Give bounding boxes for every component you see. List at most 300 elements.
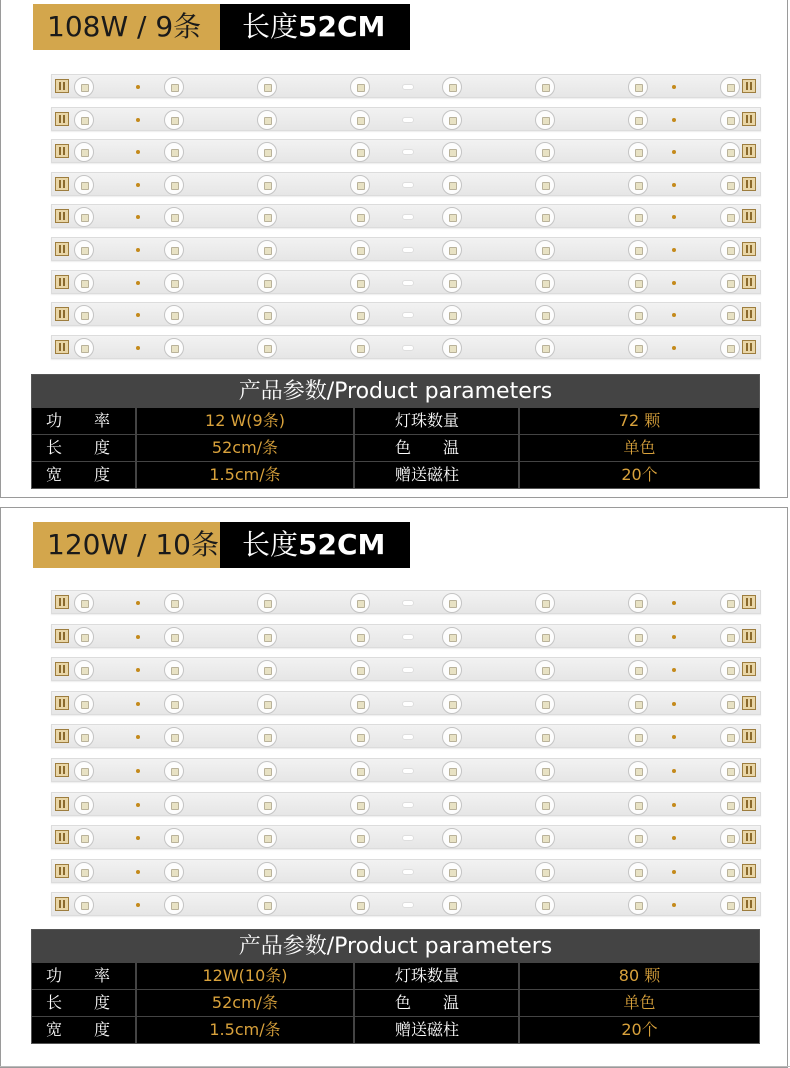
led-bead-icon: [74, 694, 94, 714]
connector-icon: [55, 629, 69, 643]
connector-icon: [55, 897, 69, 911]
led-bead-icon: [257, 627, 277, 647]
led-bead-icon: [164, 862, 184, 882]
led-bead-icon: [628, 338, 648, 358]
param-value: 20个: [520, 462, 759, 488]
led-bead-icon: [74, 240, 94, 260]
led-bead-icon: [74, 795, 94, 815]
param-label: 宽 度: [32, 1017, 137, 1043]
led-bead-icon: [628, 795, 648, 815]
led-bead-icon: [720, 338, 740, 358]
led-bead-icon: [628, 110, 648, 130]
connector-icon: [742, 79, 756, 93]
solder-dot-icon: [136, 215, 140, 219]
connector-icon: [55, 177, 69, 191]
led-bead-icon: [720, 862, 740, 882]
led-bead-icon: [257, 593, 277, 613]
led-bead-icon: [74, 142, 94, 162]
product-section-108w: [0, 0, 788, 498]
led-bead-icon: [628, 142, 648, 162]
led-bead-icon: [535, 727, 555, 747]
led-bead-icon: [350, 862, 370, 882]
connector-icon: [55, 763, 69, 777]
solder-dot-icon: [136, 903, 140, 907]
led-bead-icon: [535, 207, 555, 227]
param-label: 赠送磁柱: [355, 462, 520, 488]
led-bead-icon: [257, 727, 277, 747]
led-bead-icon: [350, 895, 370, 915]
led-bead-icon: [442, 593, 462, 613]
param-value: 12 W(9条): [137, 408, 355, 434]
led-bead-icon: [164, 175, 184, 195]
param-value: 52cm/条: [137, 990, 355, 1016]
led-bead-icon: [628, 660, 648, 680]
led-bead-icon: [257, 110, 277, 130]
param-value: 52cm/条: [137, 435, 355, 461]
solder-dot-icon: [672, 281, 676, 285]
led-bead-icon: [720, 795, 740, 815]
led-bead-icon: [720, 761, 740, 781]
param-value: 12W(10条): [137, 963, 355, 989]
led-bead-icon: [74, 593, 94, 613]
led-bead-icon: [164, 660, 184, 680]
led-bead-icon: [164, 77, 184, 97]
led-bead-icon: [74, 110, 94, 130]
led-bead-icon: [74, 305, 94, 325]
solder-dot-icon: [136, 150, 140, 154]
led-bead-icon: [350, 273, 370, 293]
solder-dot-icon: [136, 118, 140, 122]
led-bead-icon: [535, 660, 555, 680]
led-bead-icon: [350, 338, 370, 358]
led-bead-icon: [164, 727, 184, 747]
led-bead-icon: [74, 862, 94, 882]
led-bead-icon: [628, 593, 648, 613]
led-bead-icon: [74, 895, 94, 915]
led-strip: [51, 204, 761, 228]
connector-icon: [742, 830, 756, 844]
led-bead-icon: [628, 862, 648, 882]
led-bead-icon: [442, 305, 462, 325]
led-bead-icon: [350, 627, 370, 647]
led-bead-icon: [720, 727, 740, 747]
section-title-length: [220, 522, 410, 568]
led-strip: [51, 758, 761, 782]
connector-icon: [55, 209, 69, 223]
led-bead-icon: [164, 828, 184, 848]
solder-dot-icon: [672, 215, 676, 219]
led-bead-icon: [164, 761, 184, 781]
led-bead-icon: [350, 77, 370, 97]
led-bead-icon: [535, 142, 555, 162]
led-strip: [51, 859, 761, 883]
led-bead-icon: [535, 694, 555, 714]
connector-icon: [742, 209, 756, 223]
connector-icon: [742, 340, 756, 354]
connector-icon: [55, 830, 69, 844]
solder-dot-icon: [136, 248, 140, 252]
led-bead-icon: [535, 110, 555, 130]
section-title-power: 108W / 9条: [33, 4, 220, 50]
led-bead-icon: [350, 727, 370, 747]
solder-dot-icon: [136, 702, 140, 706]
connector-icon: [742, 307, 756, 321]
led-bead-icon: [74, 207, 94, 227]
led-bead-icon: [350, 175, 370, 195]
led-strip: [51, 892, 761, 916]
connector-icon: [55, 595, 69, 609]
mount-pad-icon: [402, 312, 414, 318]
led-strip: [51, 724, 761, 748]
parameters-heading: 产品参数/Product parameters: [238, 379, 553, 404]
length-value: 52CM: [298, 528, 386, 561]
led-bead-icon: [535, 895, 555, 915]
connector-icon: [55, 242, 69, 256]
connector-icon: [742, 797, 756, 811]
param-label: 宽 度: [32, 462, 137, 488]
connector-icon: [55, 275, 69, 289]
solder-dot-icon: [136, 85, 140, 89]
led-bead-icon: [164, 694, 184, 714]
connector-icon: [55, 340, 69, 354]
mount-pad-icon: [402, 768, 414, 774]
mount-pad-icon: [402, 182, 414, 188]
solder-dot-icon: [672, 150, 676, 154]
led-bead-icon: [350, 761, 370, 781]
led-bead-icon: [720, 240, 740, 260]
solder-dot-icon: [672, 248, 676, 252]
led-bead-icon: [442, 795, 462, 815]
led-bead-icon: [350, 110, 370, 130]
param-label: 灯珠数量: [355, 963, 520, 989]
led-strip: [51, 74, 761, 98]
led-bead-icon: [257, 175, 277, 195]
solder-dot-icon: [672, 769, 676, 773]
solder-dot-icon: [136, 635, 140, 639]
product-parameters-table: [31, 374, 760, 489]
mount-pad-icon: [402, 634, 414, 640]
led-bead-icon: [720, 142, 740, 162]
led-bead-icon: [257, 795, 277, 815]
connector-icon: [55, 144, 69, 158]
led-bead-icon: [720, 273, 740, 293]
led-bead-icon: [442, 240, 462, 260]
led-bead-icon: [535, 338, 555, 358]
solder-dot-icon: [672, 635, 676, 639]
param-label: 赠送磁柱: [355, 1017, 520, 1043]
led-bead-icon: [442, 175, 462, 195]
led-bead-icon: [535, 77, 555, 97]
led-bead-icon: [628, 895, 648, 915]
mount-pad-icon: [402, 902, 414, 908]
param-label: 功 率: [32, 963, 137, 989]
led-bead-icon: [350, 795, 370, 815]
led-bead-icon: [442, 694, 462, 714]
led-bead-icon: [164, 593, 184, 613]
led-bead-icon: [350, 694, 370, 714]
led-bead-icon: [628, 761, 648, 781]
led-bead-icon: [535, 305, 555, 325]
led-bead-icon: [442, 660, 462, 680]
led-bead-icon: [628, 77, 648, 97]
connector-icon: [55, 696, 69, 710]
led-bead-icon: [442, 761, 462, 781]
led-bead-icon: [442, 207, 462, 227]
led-bead-icon: [535, 862, 555, 882]
table-row: [32, 434, 759, 461]
led-bead-icon: [442, 727, 462, 747]
led-bead-icon: [257, 862, 277, 882]
led-bead-icon: [164, 273, 184, 293]
led-strip: [51, 691, 761, 715]
solder-dot-icon: [136, 183, 140, 187]
param-label: 色 温: [355, 990, 520, 1016]
mount-pad-icon: [402, 802, 414, 808]
led-bead-icon: [350, 142, 370, 162]
led-bead-icon: [720, 175, 740, 195]
param-value: 72 颗: [520, 408, 759, 434]
led-bead-icon: [74, 338, 94, 358]
solder-dot-icon: [136, 346, 140, 350]
solder-dot-icon: [136, 769, 140, 773]
led-bead-icon: [164, 627, 184, 647]
connector-icon: [742, 729, 756, 743]
led-bead-icon: [535, 175, 555, 195]
solder-dot-icon: [136, 313, 140, 317]
led-bead-icon: [164, 142, 184, 162]
led-bead-icon: [720, 660, 740, 680]
led-bead-icon: [535, 828, 555, 848]
table-row: [32, 962, 759, 989]
led-bead-icon: [74, 627, 94, 647]
led-strip: [51, 172, 761, 196]
led-bead-icon: [74, 761, 94, 781]
solder-dot-icon: [136, 735, 140, 739]
solder-dot-icon: [672, 870, 676, 874]
connector-icon: [55, 797, 69, 811]
connector-icon: [55, 79, 69, 93]
led-bead-icon: [720, 305, 740, 325]
led-bead-icon: [257, 77, 277, 97]
solder-dot-icon: [672, 735, 676, 739]
led-bead-icon: [535, 795, 555, 815]
param-value: 1.5cm/条: [137, 462, 355, 488]
led-strip-image: [51, 74, 761, 364]
connector-icon: [742, 864, 756, 878]
param-value: 20个: [520, 1017, 759, 1043]
mount-pad-icon: [402, 149, 414, 155]
connector-icon: [742, 112, 756, 126]
led-strip: [51, 624, 761, 648]
mount-pad-icon: [402, 214, 414, 220]
led-bead-icon: [164, 207, 184, 227]
led-strip-image: [51, 590, 761, 920]
mount-pad-icon: [402, 247, 414, 253]
led-bead-icon: [164, 240, 184, 260]
solder-dot-icon: [672, 903, 676, 907]
led-bead-icon: [257, 273, 277, 293]
led-bead-icon: [74, 660, 94, 680]
led-bead-icon: [720, 593, 740, 613]
led-bead-icon: [74, 727, 94, 747]
solder-dot-icon: [136, 836, 140, 840]
led-bead-icon: [164, 338, 184, 358]
led-bead-icon: [74, 175, 94, 195]
led-bead-icon: [628, 273, 648, 293]
connector-icon: [55, 729, 69, 743]
mount-pad-icon: [402, 734, 414, 740]
led-bead-icon: [720, 207, 740, 227]
led-bead-icon: [720, 828, 740, 848]
led-bead-icon: [442, 110, 462, 130]
mount-pad-icon: [402, 701, 414, 707]
led-bead-icon: [257, 895, 277, 915]
connector-icon: [55, 864, 69, 878]
led-bead-icon: [257, 694, 277, 714]
led-bead-icon: [720, 627, 740, 647]
led-strip: [51, 335, 761, 359]
param-label: 色 温: [355, 435, 520, 461]
connector-icon: [55, 112, 69, 126]
solder-dot-icon: [672, 118, 676, 122]
solder-dot-icon: [136, 668, 140, 672]
param-value: 单色: [520, 435, 759, 461]
length-label: 长度: [242, 528, 299, 561]
connector-icon: [742, 144, 756, 158]
param-label: 长 度: [32, 435, 137, 461]
led-strip: [51, 270, 761, 294]
solder-dot-icon: [136, 803, 140, 807]
solder-dot-icon: [672, 85, 676, 89]
solder-dot-icon: [672, 346, 676, 350]
led-bead-icon: [257, 660, 277, 680]
solder-dot-icon: [136, 281, 140, 285]
led-bead-icon: [257, 761, 277, 781]
led-bead-icon: [628, 207, 648, 227]
led-bead-icon: [164, 305, 184, 325]
led-bead-icon: [442, 338, 462, 358]
section-title-power: 120W / 10条: [33, 522, 220, 568]
connector-icon: [742, 629, 756, 643]
led-bead-icon: [535, 627, 555, 647]
param-label: 功 率: [32, 408, 137, 434]
table-row: [32, 407, 759, 434]
led-bead-icon: [628, 305, 648, 325]
led-bead-icon: [442, 862, 462, 882]
led-bead-icon: [628, 727, 648, 747]
led-bead-icon: [257, 305, 277, 325]
led-bead-icon: [535, 273, 555, 293]
solder-dot-icon: [672, 702, 676, 706]
param-value: 80 颗: [520, 963, 759, 989]
led-bead-icon: [257, 240, 277, 260]
solder-dot-icon: [136, 870, 140, 874]
led-bead-icon: [257, 828, 277, 848]
led-bead-icon: [442, 895, 462, 915]
solder-dot-icon: [672, 313, 676, 317]
led-strip: [51, 107, 761, 131]
table-row: [32, 989, 759, 1016]
param-value: 单色: [520, 990, 759, 1016]
led-bead-icon: [350, 660, 370, 680]
led-strip: [51, 237, 761, 261]
led-bead-icon: [164, 795, 184, 815]
connector-icon: [742, 662, 756, 676]
led-bead-icon: [535, 761, 555, 781]
led-bead-icon: [628, 175, 648, 195]
solder-dot-icon: [672, 803, 676, 807]
led-bead-icon: [628, 828, 648, 848]
led-bead-icon: [628, 694, 648, 714]
mount-pad-icon: [402, 117, 414, 123]
led-bead-icon: [164, 110, 184, 130]
led-bead-icon: [628, 627, 648, 647]
mount-pad-icon: [402, 280, 414, 286]
led-bead-icon: [350, 828, 370, 848]
led-bead-icon: [442, 828, 462, 848]
led-bead-icon: [720, 694, 740, 714]
led-bead-icon: [442, 627, 462, 647]
led-bead-icon: [257, 142, 277, 162]
connector-icon: [742, 696, 756, 710]
mount-pad-icon: [402, 667, 414, 673]
table-row: [32, 461, 759, 488]
led-bead-icon: [535, 593, 555, 613]
mount-pad-icon: [402, 869, 414, 875]
mount-pad-icon: [402, 345, 414, 351]
product-parameters-table: [31, 929, 760, 1044]
length-value: 52CM: [298, 10, 386, 43]
led-bead-icon: [720, 77, 740, 97]
led-bead-icon: [74, 77, 94, 97]
divider: [0, 1066, 790, 1067]
led-bead-icon: [628, 240, 648, 260]
param-label: 灯珠数量: [355, 408, 520, 434]
led-bead-icon: [350, 305, 370, 325]
solder-dot-icon: [672, 183, 676, 187]
led-bead-icon: [350, 593, 370, 613]
product-section-120w: [0, 507, 788, 1068]
connector-icon: [55, 307, 69, 321]
led-bead-icon: [257, 338, 277, 358]
param-value: 1.5cm/条: [137, 1017, 355, 1043]
led-bead-icon: [720, 895, 740, 915]
section-title-length: [220, 4, 410, 50]
connector-icon: [742, 242, 756, 256]
led-bead-icon: [720, 110, 740, 130]
led-bead-icon: [350, 207, 370, 227]
solder-dot-icon: [672, 601, 676, 605]
solder-dot-icon: [136, 601, 140, 605]
led-strip: [51, 139, 761, 163]
led-bead-icon: [442, 273, 462, 293]
led-bead-icon: [442, 77, 462, 97]
led-strip: [51, 657, 761, 681]
solder-dot-icon: [672, 836, 676, 840]
led-bead-icon: [350, 240, 370, 260]
led-bead-icon: [257, 207, 277, 227]
param-label: 长 度: [32, 990, 137, 1016]
led-strip: [51, 590, 761, 614]
led-strip: [51, 825, 761, 849]
connector-icon: [742, 177, 756, 191]
led-bead-icon: [74, 273, 94, 293]
table-row: [32, 1016, 759, 1043]
led-bead-icon: [164, 895, 184, 915]
led-bead-icon: [535, 240, 555, 260]
connector-icon: [742, 595, 756, 609]
connector-icon: [742, 275, 756, 289]
